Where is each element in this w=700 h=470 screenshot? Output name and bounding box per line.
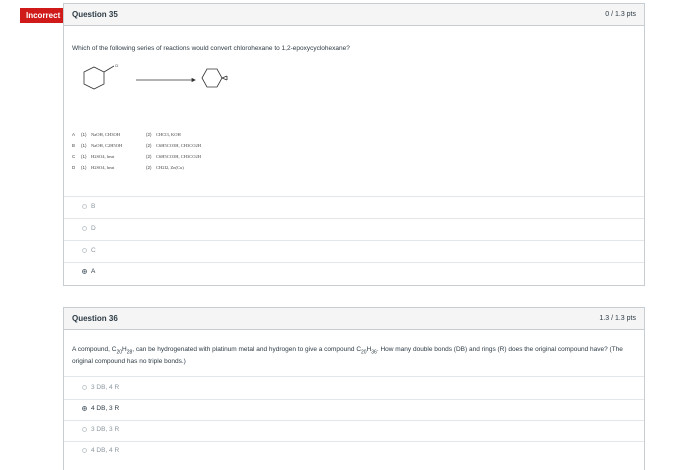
question-35-card: [63, 3, 645, 286]
answer-divider: [64, 376, 644, 377]
incorrect-flag: Incorrect: [20, 8, 66, 23]
answer-option-selected[interactable]: 4 DB, 3 R: [82, 405, 119, 412]
answer-option[interactable]: 4 DB, 4 R: [82, 447, 119, 454]
answer-divider: [64, 196, 644, 197]
question-title: Question 35: [72, 10, 118, 19]
question-text: A compound, $C_{20}H_{28}$, can be hydrogenated with platinum metal and hydrogen to give a compound $C_{20}H_{36}$. How many double bonds (DB) and rings (R) does the original compound have? (The original compound has no triple bonds.): [72, 346, 623, 366]
chlorohexane-structure: [84, 66, 114, 89]
question-points: 1.3 / 1.3 pts: [599, 315, 636, 322]
answer-divider: [64, 420, 644, 421]
radio-button[interactable]: [82, 248, 87, 253]
radio-button[interactable]: [82, 226, 87, 231]
radio-button[interactable]: [82, 385, 87, 390]
choice-row-a: A (1) NaOH, CH3OH (2) CHCl3, KOH: [72, 132, 181, 137]
answer-option[interactable]: D: [82, 225, 96, 232]
answer-option[interactable]: 3 DB, 4 R: [82, 384, 119, 391]
reaction-choices: [72, 129, 236, 173]
choice-row-d: D (1) H2SO4, heat (2) CH2I2, Zn(Cu): [72, 165, 184, 170]
chlorine-label: Cl: [115, 64, 119, 68]
radio-button-selected[interactable]: [82, 269, 87, 274]
answer-divider: [64, 441, 644, 442]
radio-button-selected[interactable]: [82, 406, 87, 411]
question-points: 0 / 1.3 pts: [605, 11, 636, 18]
question-text: Which of the following series of reactions would convert chlorohexane to 1,2-epoxycyclohexane?: [72, 45, 350, 52]
answer-divider: [64, 240, 644, 241]
answer-option-selected[interactable]: A: [82, 268, 95, 275]
question-36-card: [63, 307, 645, 470]
reaction-arrow-icon: [136, 79, 195, 82]
reaction-scheme: [74, 62, 234, 102]
radio-button[interactable]: [82, 427, 87, 432]
answer-option[interactable]: B: [82, 203, 95, 210]
answer-divider: [64, 399, 644, 400]
choice-row-c: C (1) H2SO4, heat (2) C6H5CO3H, CH3CO2H: [72, 154, 202, 159]
radio-button[interactable]: [82, 204, 87, 209]
answer-divider: [64, 262, 644, 263]
question-header: [64, 4, 644, 26]
answer-option[interactable]: 3 DB, 3 R: [82, 426, 119, 433]
answer-option[interactable]: C: [82, 247, 96, 254]
answer-divider: [64, 218, 644, 219]
choice-row-b: B (1) NaOH, C2H5OH (2) C6H5CO3H, CH3CO2H: [72, 143, 202, 148]
question-title: Question 36: [72, 314, 118, 323]
question-header: [64, 308, 644, 330]
radio-button[interactable]: [82, 448, 87, 453]
epoxycyclohexane-structure: [202, 69, 227, 87]
